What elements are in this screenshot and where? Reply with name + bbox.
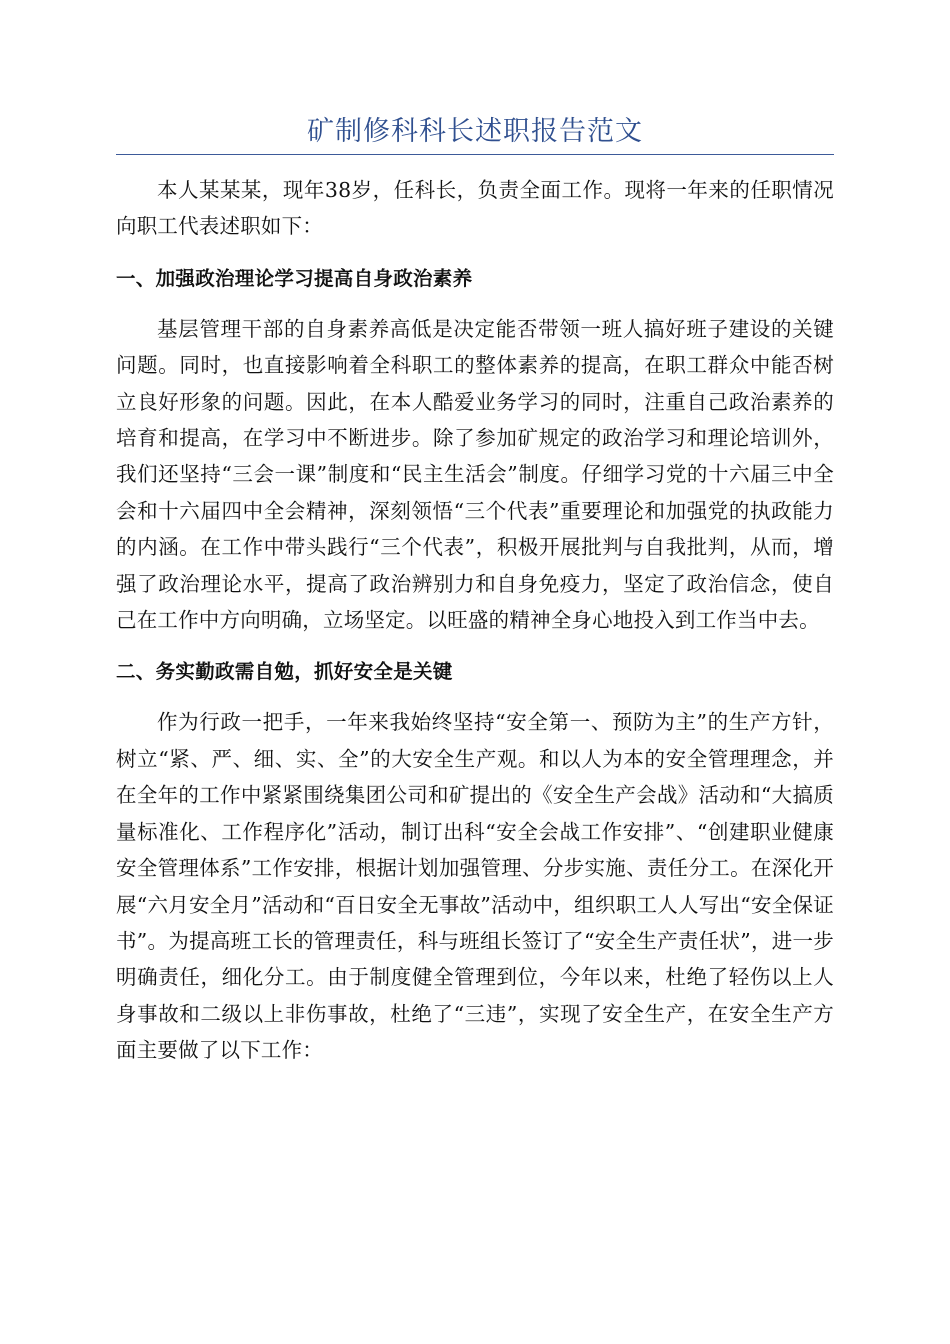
section-heading-1: 一、加强政治理论学习提高自身政治素养 [116,266,473,290]
title-underline [116,154,834,155]
intro-paragraph: 本人某某某，现年38岁，任科长，负责全面工作。现将一年来的任职情况向职工代表述职如下： [116,178,834,239]
document-title: 矿制修科科长述职报告范文 [307,116,643,147]
section-paragraph-1: 基层管理干部的自身素养高低是决定能否带领一班人搞好班子建设的关键问题。同时，也直接影响着全科职工的整体素养的提高，在职工群众中能否树立良好形象的问题。因此，在本人酷爱业务学习的同时，注重自己政治素养的培育和提高，在学习中不断进步。除了参加矿规定的政治学习和理论培训外，我们还坚持“三会一课”制度和“民主生活会”制度。仔细学习党的十六届三中全会和十六届四中全会精神，深刻领悟“三个代表”重要理论和加强党的执政能力的内涵。在工作中带头践行“三个代表”，积极开展批判与自我批判，从而，增强了政治理论水平，提高了政治辨别力和自身免疫力，坚定了政治信念，使自己在工作中方向明确，立场坚定。以旺盛的精神全身心地投入到工作当中去。 [116,316,834,633]
section-paragraph-2: 作为行政一把手，一年来我始终坚持“安全第一、预防为主”的生产方针，树立“紧、严、细、实、全”的大安全生产观。和以人为本的安全管理理念，并在全年的工作中紧紧围绕集团公司和矿提出的《安全生产会战》活动和“大搞质量标准化、工作程序化”活动，制订出科“安全会战工作安排”、“创建职业健康安全管理体系”工作安排，根据计划加强管理、分步实施、责任分工。在深化开展“六月安全月”活动和“百日安全无事故”活动中，组织职工人人写出“安全保证书”。为提高班工长的管理责任，科与班组长签订了“安全生产责任状”，进一步明确责任，细化分工。由于制度健全管理到位，今年以来，杜绝了轻伤以上人身事故和二级以上非伤事故，杜绝了“三违”，实现了安全生产，在安全生产方面主要做了以下工作： [116,710,834,1063]
section-heading-2: 二、务实勤政需自勉，抓好安全是关键 [116,660,453,684]
document-body [116,172,834,1069]
